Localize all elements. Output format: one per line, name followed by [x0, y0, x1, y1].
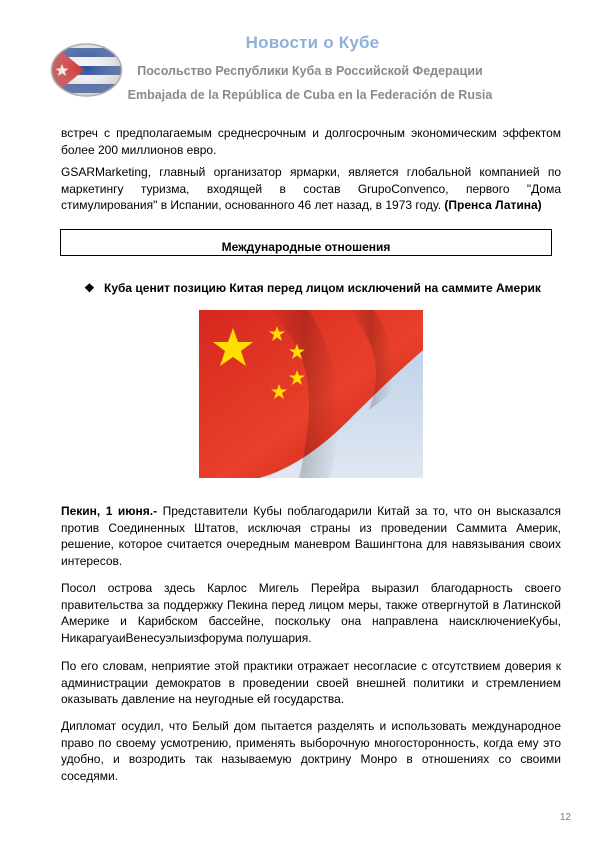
section-header-box: [60, 229, 552, 256]
article-dateline: Пекин, 1 июня.-: [61, 504, 158, 518]
headline-text: Куба ценит позицию Китая перед лицом исключений на саммите Америк: [104, 281, 541, 295]
article-paragraph-1: [61, 503, 561, 569]
intro-paragraph-2: [61, 164, 561, 214]
article-headline: [84, 281, 574, 295]
intro-paragraph-2-text: GSARMarketing, главный организатор ярмарки, является глобальной компанией по маркетингу туризма, входящей в состав GrupoConvenco, первого "Дома стимулирования" в Испании, основанного 46 лет назад, в 1973 году.: [61, 165, 561, 212]
cuba-flag-logo: [50, 42, 123, 98]
article-paragraph-4: Дипломат осудил, что Белый дом пытается разделять и использовать международное право по своему усмотрению, применять выборочную многосторонность, когда ему это удобно, и возродить так называемую доктрину Монро в отношениях со своими соседями.: [61, 719, 561, 783]
article-paragraph-2: Посол острова здесь Карлос Мигель Перейра выразил благодарность своего правительства за поддержку Пекина перед лицом меры, также отвергнутой в Латинской Америке и Карибском бассейне, поскольку она направлена наисключениеКубы, НикарагуаиВенесуэлыизфорума полушария.: [61, 581, 561, 645]
page-header: [0, 0, 607, 115]
page-number: 12: [559, 812, 571, 823]
diamond-bullet-icon: ❖: [84, 281, 95, 295]
section-title: Международные отношения: [221, 240, 391, 254]
intro-paragraph-1: встреч с предполагаемым среднесрочным и долгосрочным экономическим эффектом более 200 миллионов евро.: [61, 126, 561, 157]
embassy-name-russian: Посольство Республики Куба в Российской Федерации: [137, 64, 483, 78]
article-paragraph-1-text: Представители Кубы поблагодарили Китай за то, что он высказался против Соединенных Штатов, исключая страны из проведении Саммита Америк, решение, которое считается очередным маневром Вашингтона для навязывания своих интересов.: [61, 504, 561, 568]
news-source: (Пренса Латина): [444, 198, 542, 212]
article-paragraph-3: По его словам, неприятие этой практики отражает несогласие с отсутствием доверия к администрации демократов в проведении своей внешней политики и стремлением оказывать давление на неугодные ей государства.: [61, 659, 561, 706]
embassy-name-spanish: Embajada de la República de Cuba en la Federación de Rusia: [127, 88, 493, 102]
china-flag-image: [199, 310, 423, 478]
header-title: Новости о Кубе: [245, 33, 380, 52]
